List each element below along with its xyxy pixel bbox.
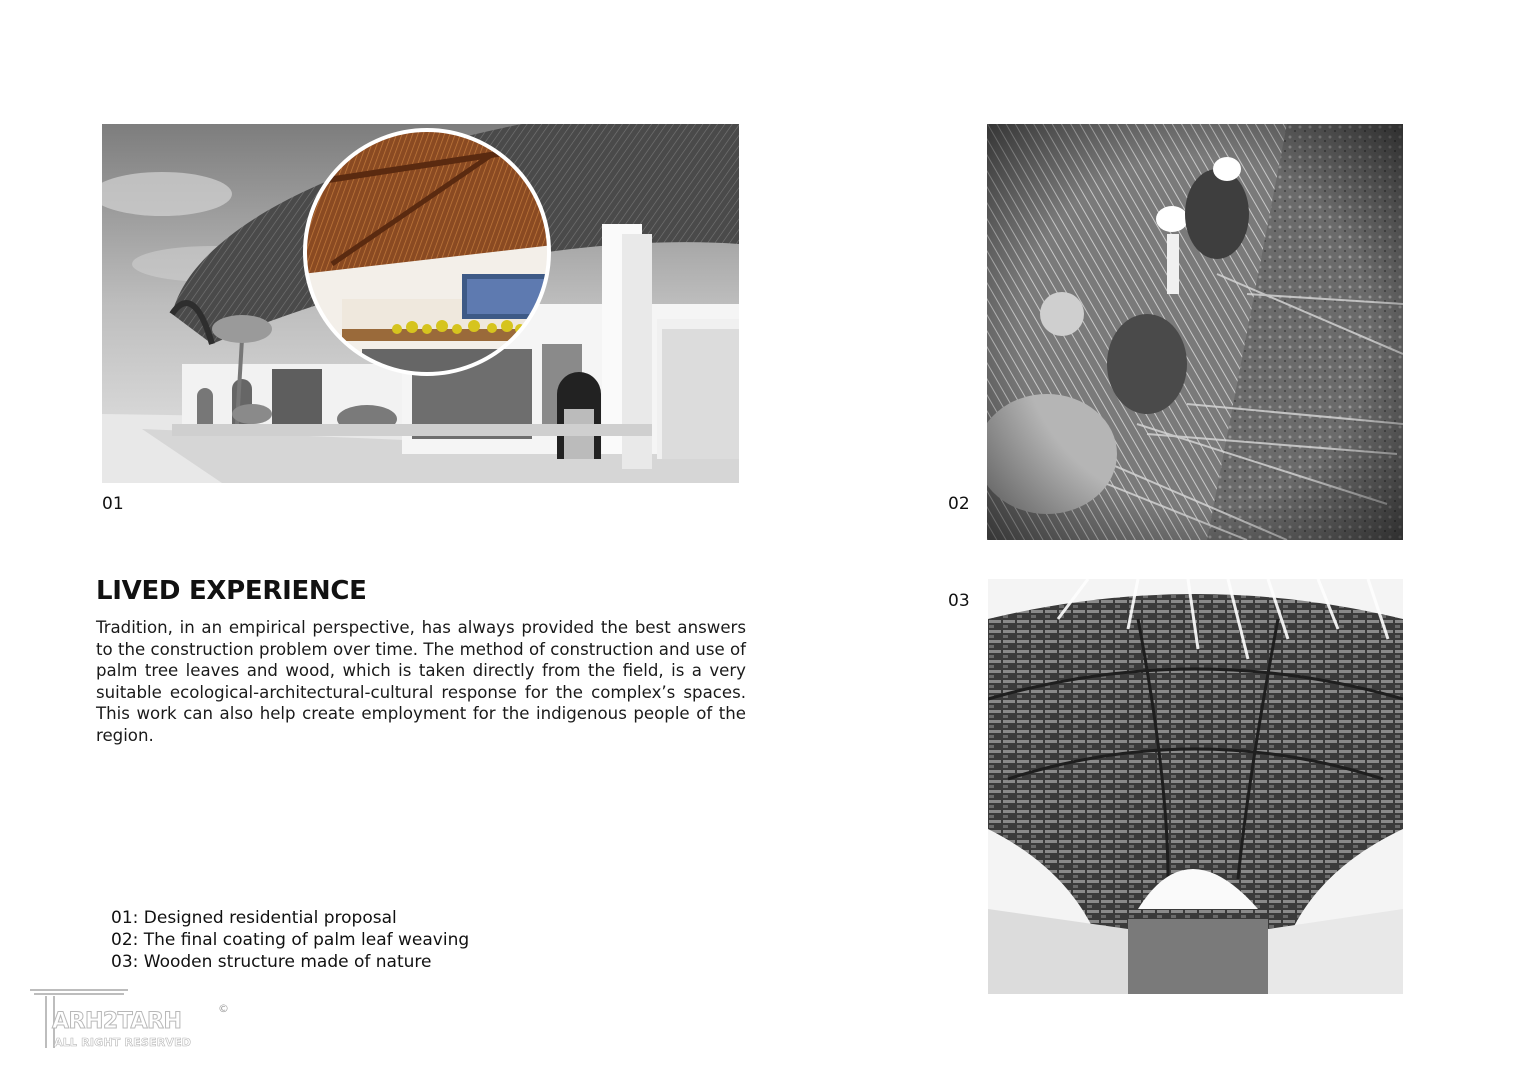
figure-01-number: 01 (102, 494, 124, 514)
figure-02-number: 02 (948, 494, 970, 514)
figure-03-wooden-arch-structure-photo (988, 579, 1403, 994)
figure-captions-list (111, 907, 469, 973)
caption-03: 03: Wooden structure made of nature (111, 952, 432, 972)
watermark-tagline: ALL RIGHT RESERVED (54, 1036, 192, 1049)
figure-03-number: 03 (948, 591, 970, 611)
caption-02: 02: The final coating of palm leaf weaving (111, 930, 470, 950)
watermark-registered-mark: © (218, 1002, 229, 1015)
caption-01: 01: Designed residential proposal (111, 908, 397, 928)
figure-02-palm-weaving-photo (987, 124, 1403, 540)
watermark-name: ARH2TARH (52, 1009, 182, 1034)
figure-01-residence-render (102, 124, 739, 483)
section-body-text: Tradition, in an empirical perspective, has always provided the best answers to the construction problem over time. The method of construction and use of palm tree leaves and wood, which is taken directly from the field, is a very suitable ecological-architectural-cultural response for the complex’s spaces. This work can also help create employment for the indigenous people of the region. (96, 618, 746, 745)
section-title: LIVED EXPERIENCE (96, 576, 367, 606)
